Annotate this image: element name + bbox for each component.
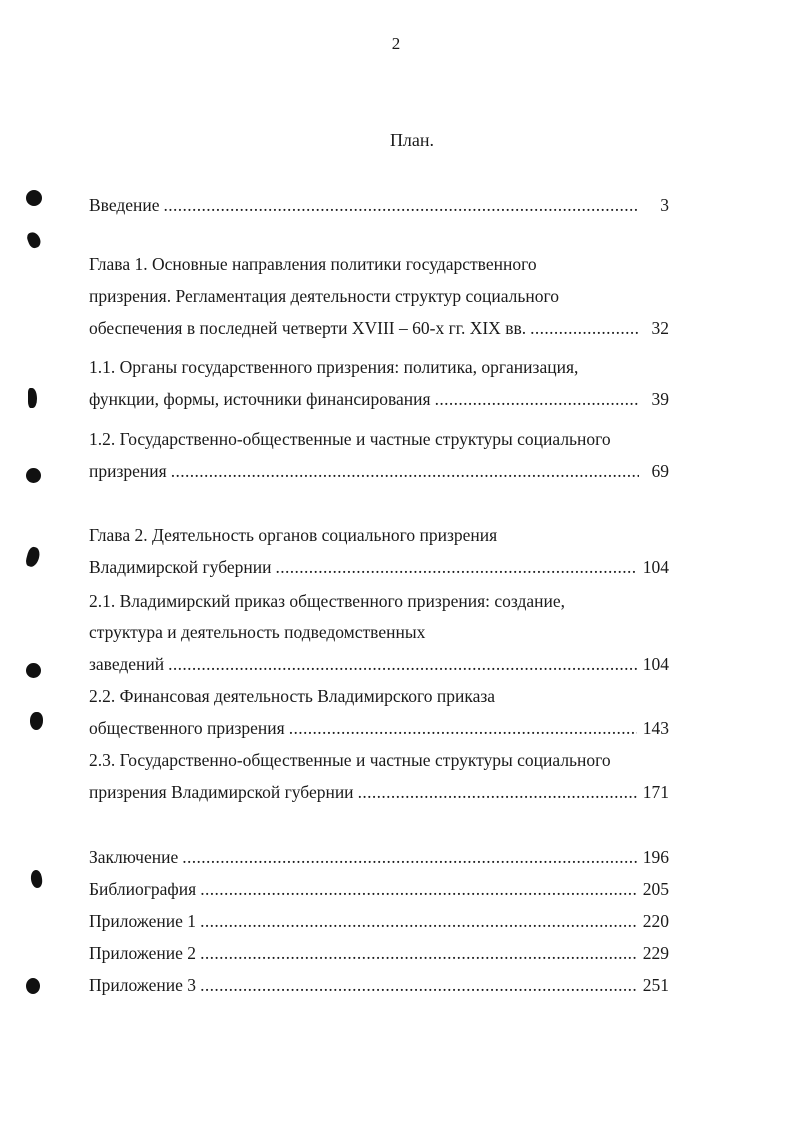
dot-leader <box>182 845 637 869</box>
toc-entry-page: 104 <box>642 557 669 577</box>
toc-entry-appendix-3 <box>89 973 669 997</box>
punch-hole <box>25 546 42 568</box>
toc-entry-section-2-3-line-2 <box>89 780 669 804</box>
punch-hole <box>26 190 42 206</box>
dot-leader <box>289 716 637 740</box>
punch-hole <box>30 712 43 730</box>
dot-leader <box>200 941 637 965</box>
toc-entry-page: 229 <box>642 943 669 963</box>
toc-entry-bibliography <box>89 877 669 901</box>
dot-leader <box>358 780 637 804</box>
toc-entry-page: 251 <box>642 975 669 995</box>
toc-entry-text: функции, формы, источники финансирования <box>89 389 431 409</box>
dot-leader <box>200 973 637 997</box>
toc-entry-page: 39 <box>651 389 669 409</box>
toc-entry-page: 32 <box>651 318 669 338</box>
toc-entry-chapter-1-line-1: Глава 1. Основные направления политики государственного <box>89 254 537 274</box>
punch-hole <box>28 388 37 408</box>
punch-hole <box>30 869 44 889</box>
toc-entry-section-2-2-line-1: 2.2. Финансовая деятельность Владимирского приказа <box>89 686 496 706</box>
toc-entry-text: Приложение 1 <box>89 911 197 931</box>
toc-entry-chapter-1-line-2: призрения. Регламентация деятельности структур социального <box>89 286 559 306</box>
toc-entry-section-2-1-line-2: структура и деятельность подведомственных <box>89 622 426 642</box>
toc-entry-page: 3 <box>660 195 669 215</box>
toc-entry-page: 196 <box>642 847 669 867</box>
toc-entry-page: 69 <box>651 461 669 481</box>
toc-entry-appendix-2 <box>89 941 669 965</box>
toc-entry-section-2-2-line-2 <box>89 716 669 740</box>
toc-entry-page: 171 <box>642 782 669 802</box>
toc-entry-page: 143 <box>642 718 669 738</box>
toc-entry-appendix-1 <box>89 909 669 933</box>
page-title: План. <box>389 130 435 150</box>
toc-entry-text: призрения Владимирской губернии <box>89 782 354 802</box>
dot-leader <box>435 387 639 411</box>
toc-entry-section-2-1-line-1: 2.1. Владимирский приказ общественного призрения: создание, <box>89 591 566 611</box>
dot-leader <box>530 316 639 340</box>
toc-entry-chapter-2-line-1: Глава 2. Деятельность органов социального призрения <box>89 525 498 545</box>
punch-hole <box>26 230 43 249</box>
page-number: 2 <box>391 34 401 53</box>
punch-hole <box>26 663 41 678</box>
toc-entry-text: Владимирской губернии <box>89 557 272 577</box>
toc-entry-text: Приложение 2 <box>89 943 197 963</box>
toc-entry-text: Заключение <box>89 847 179 867</box>
toc-entry-text: обеспечения в последней четверти XVIII – 60-х гг. XIX вв. <box>89 318 527 338</box>
dot-leader <box>164 193 639 217</box>
toc-entry-text: Приложение 3 <box>89 975 197 995</box>
toc-entry-text: призрения <box>89 461 167 481</box>
punch-hole <box>26 978 40 994</box>
toc-entry-section-1-2-line-2 <box>89 459 669 483</box>
dot-leader <box>200 877 637 901</box>
toc-entry-text: Введение <box>89 195 160 215</box>
dot-leader <box>200 909 637 933</box>
dot-leader <box>168 652 637 676</box>
dot-leader <box>276 555 637 579</box>
punch-hole <box>26 468 41 483</box>
toc-entry-chapter-1-line-3 <box>89 316 669 340</box>
toc-entry-section-1-1-line-2 <box>89 387 669 411</box>
toc-entry-section-1-1-line-1: 1.1. Органы государственного призрения: политика, организация, <box>89 357 579 377</box>
toc-entry-page: 220 <box>642 911 669 931</box>
toc-entry-chapter-2-line-2 <box>89 555 669 579</box>
toc-entry-text: общественного призрения <box>89 718 285 738</box>
toc-entry-section-2-1-line-3 <box>89 652 669 676</box>
toc-entry-text: заведений <box>89 654 165 674</box>
dot-leader <box>171 459 639 483</box>
toc-entry-page: 104 <box>642 654 669 674</box>
toc-entry-section-1-2-line-1: 1.2. Государственно-общественные и частные структуры социального <box>89 429 611 449</box>
toc-entry-conclusion <box>89 845 669 869</box>
toc-entry-text: Библиография <box>89 879 197 899</box>
toc-entry-introduction <box>89 193 669 217</box>
toc-entry-page: 205 <box>642 879 669 899</box>
toc-entry-section-2-3-line-1: 2.3. Государственно-общественные и частные структуры социального <box>89 750 611 770</box>
